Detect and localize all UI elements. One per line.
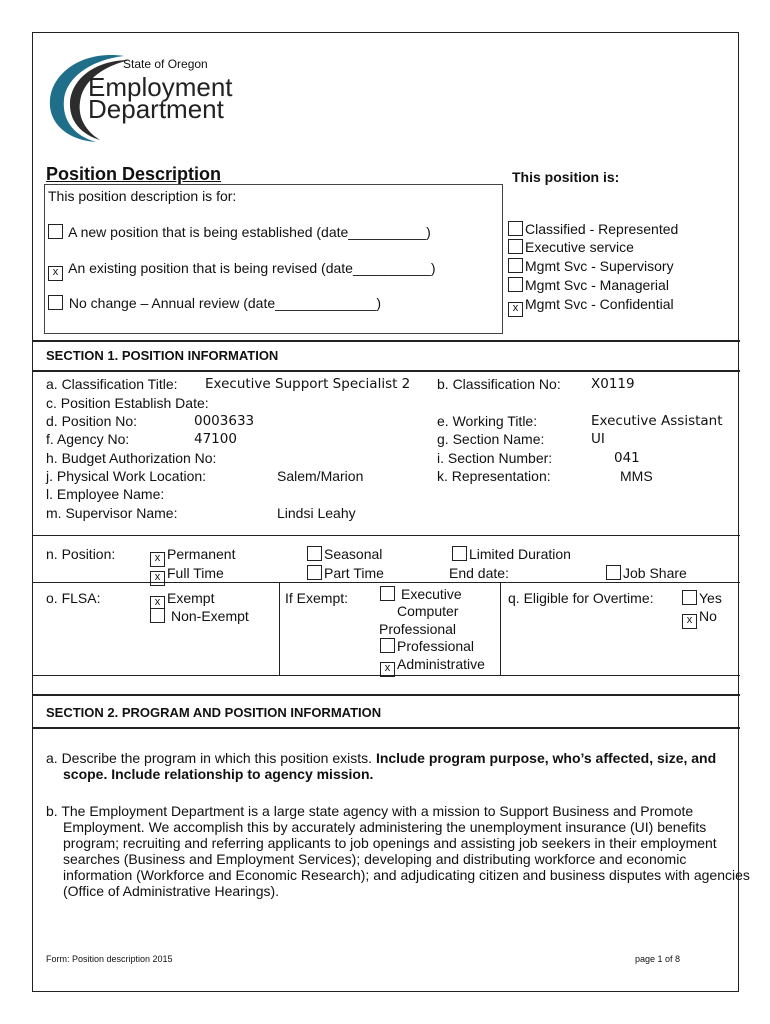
administrative-option[interactable] bbox=[380, 656, 485, 677]
position-type-managerial[interactable] bbox=[508, 277, 669, 293]
logo-line3: Department bbox=[88, 94, 224, 124]
permanent-option[interactable] bbox=[150, 546, 235, 567]
checkbox[interactable]: x bbox=[508, 302, 523, 317]
section-name-value[interactable]: UI bbox=[591, 431, 605, 447]
position-is-label: This position is: bbox=[512, 169, 620, 185]
checkbox[interactable] bbox=[48, 224, 63, 239]
option-label: Permanent bbox=[167, 546, 236, 562]
checkbox[interactable] bbox=[508, 221, 523, 236]
option-label: Seasonal bbox=[324, 546, 383, 562]
checkbox[interactable] bbox=[452, 546, 467, 561]
checkbox[interactable]: x bbox=[682, 614, 697, 629]
question-text: a. Describe the program in which this position exists. bbox=[46, 750, 376, 766]
option-label: Mgmt Svc - Supervisory bbox=[525, 258, 674, 274]
option-label: Job Share bbox=[623, 565, 687, 581]
position-type-confidential[interactable] bbox=[508, 296, 674, 317]
option-label: Exempt bbox=[167, 590, 215, 606]
option-label: Administrative bbox=[397, 656, 485, 672]
checkbox[interactable]: x bbox=[150, 596, 165, 611]
classification-no-value[interactable]: X0119 bbox=[591, 376, 635, 392]
divider bbox=[32, 694, 740, 696]
option-label: Executive bbox=[401, 586, 462, 602]
section1-heading: SECTION 1. POSITION INFORMATION bbox=[46, 348, 279, 363]
purpose-option-revised[interactable] bbox=[48, 260, 435, 281]
checkbox[interactable] bbox=[606, 565, 621, 580]
section-name-label: g. Section Name: bbox=[437, 431, 545, 447]
flsa-label: o. FLSA: bbox=[46, 590, 101, 606]
overtime-label: q. Eligible for Overtime: bbox=[508, 590, 654, 606]
checkbox[interactable] bbox=[48, 295, 63, 310]
professional-text: Professional bbox=[379, 621, 457, 637]
section2-heading: SECTION 2. PROGRAM AND POSITION INFORMATION bbox=[46, 705, 382, 720]
position-type-supervisory[interactable] bbox=[508, 258, 674, 274]
footer-page-number: page 1 of 8 bbox=[635, 954, 681, 964]
establish-date-label: c. Position Establish Date: bbox=[46, 395, 209, 411]
checkbox[interactable] bbox=[508, 239, 523, 254]
page-title: Position Description bbox=[46, 164, 222, 184]
footer-form-name: Form: Position description 2015 bbox=[46, 954, 173, 964]
classification-no-label: b. Classification No: bbox=[437, 376, 561, 392]
position-type-executive[interactable] bbox=[508, 239, 634, 255]
supervisor-name-value[interactable]: Lindsi Leahy bbox=[277, 505, 356, 521]
checkbox[interactable] bbox=[307, 565, 322, 580]
checkbox[interactable] bbox=[682, 590, 697, 605]
checkbox[interactable] bbox=[150, 608, 165, 623]
position-type-classified[interactable] bbox=[508, 221, 678, 237]
option-label: Yes bbox=[699, 590, 722, 606]
option-label: Full Time bbox=[167, 565, 224, 581]
employee-name-label: l. Employee Name: bbox=[46, 486, 165, 502]
logo-line1: State of Oregon bbox=[123, 57, 208, 71]
position-no-value[interactable]: 0003633 bbox=[194, 413, 255, 429]
checkbox[interactable] bbox=[380, 638, 395, 653]
position-label: n. Position: bbox=[46, 546, 116, 562]
limited-duration-option[interactable] bbox=[452, 546, 571, 562]
option-label: No change – Annual review (date_____________) bbox=[68, 295, 382, 311]
work-location-label: j. Physical Work Location: bbox=[46, 468, 207, 484]
budget-auth-label: h. Budget Authorization No: bbox=[46, 450, 217, 466]
checkbox[interactable]: x bbox=[150, 552, 165, 567]
option-label: A new position that is being established (date__________) bbox=[68, 224, 431, 240]
divider bbox=[32, 535, 740, 536]
supervisor-name-label: m. Supervisor Name: bbox=[46, 505, 178, 521]
checkbox[interactable]: x bbox=[150, 571, 165, 586]
section2-question-a bbox=[46, 750, 743, 782]
professional-option[interactable] bbox=[380, 638, 474, 654]
checkbox[interactable]: x bbox=[48, 266, 63, 281]
section2-answer-b[interactable]: b. The Employment Department is a large state agency with a mission to Support Business and Promote Employment. We accomplish this by accurately administering the unemployment insurance (UI) benefits program; recruiting and referring applicants to job openings and assisting job seekers in their employment searches (Business and Employment Services); developing and distributing workforce and economic information (Workforce and Economic Research); and adjudicating citizen and business disputes with agencies (Office of Administrative Hearings). bbox=[46, 803, 750, 899]
non-exempt-option[interactable] bbox=[150, 608, 249, 624]
option-label: Computer bbox=[397, 603, 459, 619]
option-label: Executive service bbox=[525, 239, 634, 255]
work-location-value[interactable]: Salem/Marion bbox=[277, 468, 364, 484]
question-bold-text: Include program purpose, who’s affected, size, and scope. Include relationship to agency mission. bbox=[63, 750, 717, 782]
divider bbox=[32, 340, 740, 342]
checkbox[interactable] bbox=[508, 277, 523, 292]
flsa-col-divider bbox=[279, 583, 280, 675]
executive-option[interactable] bbox=[380, 586, 462, 602]
option-label: Mgmt Svc - Managerial bbox=[525, 277, 669, 293]
logo-line2: Employment bbox=[88, 72, 233, 102]
classification-title-value[interactable]: Executive Support Specialist 2 bbox=[205, 376, 411, 392]
agency-no-value[interactable]: 47100 bbox=[194, 431, 237, 447]
purpose-option-new[interactable] bbox=[48, 224, 431, 240]
flsa-col-divider bbox=[500, 583, 501, 675]
option-label: Mgmt Svc - Confidential bbox=[525, 296, 674, 312]
option-label: Non-Exempt bbox=[171, 608, 249, 624]
purpose-intro: This position description is for: bbox=[48, 188, 237, 204]
divider bbox=[32, 675, 740, 676]
part-time-option[interactable] bbox=[307, 565, 384, 581]
divider bbox=[32, 582, 740, 583]
overtime-no-option[interactable] bbox=[682, 608, 717, 629]
if-exempt-label: If Exempt: bbox=[285, 590, 349, 606]
job-share-option[interactable] bbox=[606, 565, 687, 581]
position-no-label: d. Position No: bbox=[46, 413, 138, 429]
option-label: An existing position that is being revised (date__________) bbox=[68, 260, 436, 276]
section-number-value[interactable]: 041 bbox=[614, 450, 640, 466]
representation-value[interactable]: MMS bbox=[620, 468, 653, 484]
working-title-label: e. Working Title: bbox=[437, 413, 538, 429]
seasonal-option[interactable] bbox=[307, 546, 382, 562]
checkbox[interactable] bbox=[307, 546, 322, 561]
option-label: Classified - Represented bbox=[525, 221, 679, 237]
classification-title-label: a. Classification Title: bbox=[46, 376, 178, 392]
overtime-yes-option[interactable] bbox=[682, 590, 722, 606]
working-title-value[interactable]: Executive Assistant bbox=[591, 413, 723, 429]
purpose-option-nochange[interactable] bbox=[48, 295, 381, 311]
option-label: Limited Duration bbox=[469, 546, 571, 562]
checkbox[interactable] bbox=[508, 258, 523, 273]
option-label: No bbox=[699, 608, 717, 624]
agency-no-label: f. Agency No: bbox=[46, 431, 130, 447]
computer-option[interactable] bbox=[380, 603, 458, 619]
checkbox[interactable] bbox=[380, 586, 395, 601]
divider bbox=[32, 727, 740, 729]
checkbox[interactable]: x bbox=[380, 662, 395, 677]
option-label: Professional bbox=[397, 638, 475, 654]
option-label: Part Time bbox=[324, 565, 384, 581]
purpose-box bbox=[44, 184, 503, 334]
divider bbox=[32, 370, 740, 372]
section-number-label: i. Section Number: bbox=[437, 450, 553, 466]
representation-label: k. Representation: bbox=[437, 468, 551, 484]
end-date-label: End date: bbox=[449, 565, 509, 581]
